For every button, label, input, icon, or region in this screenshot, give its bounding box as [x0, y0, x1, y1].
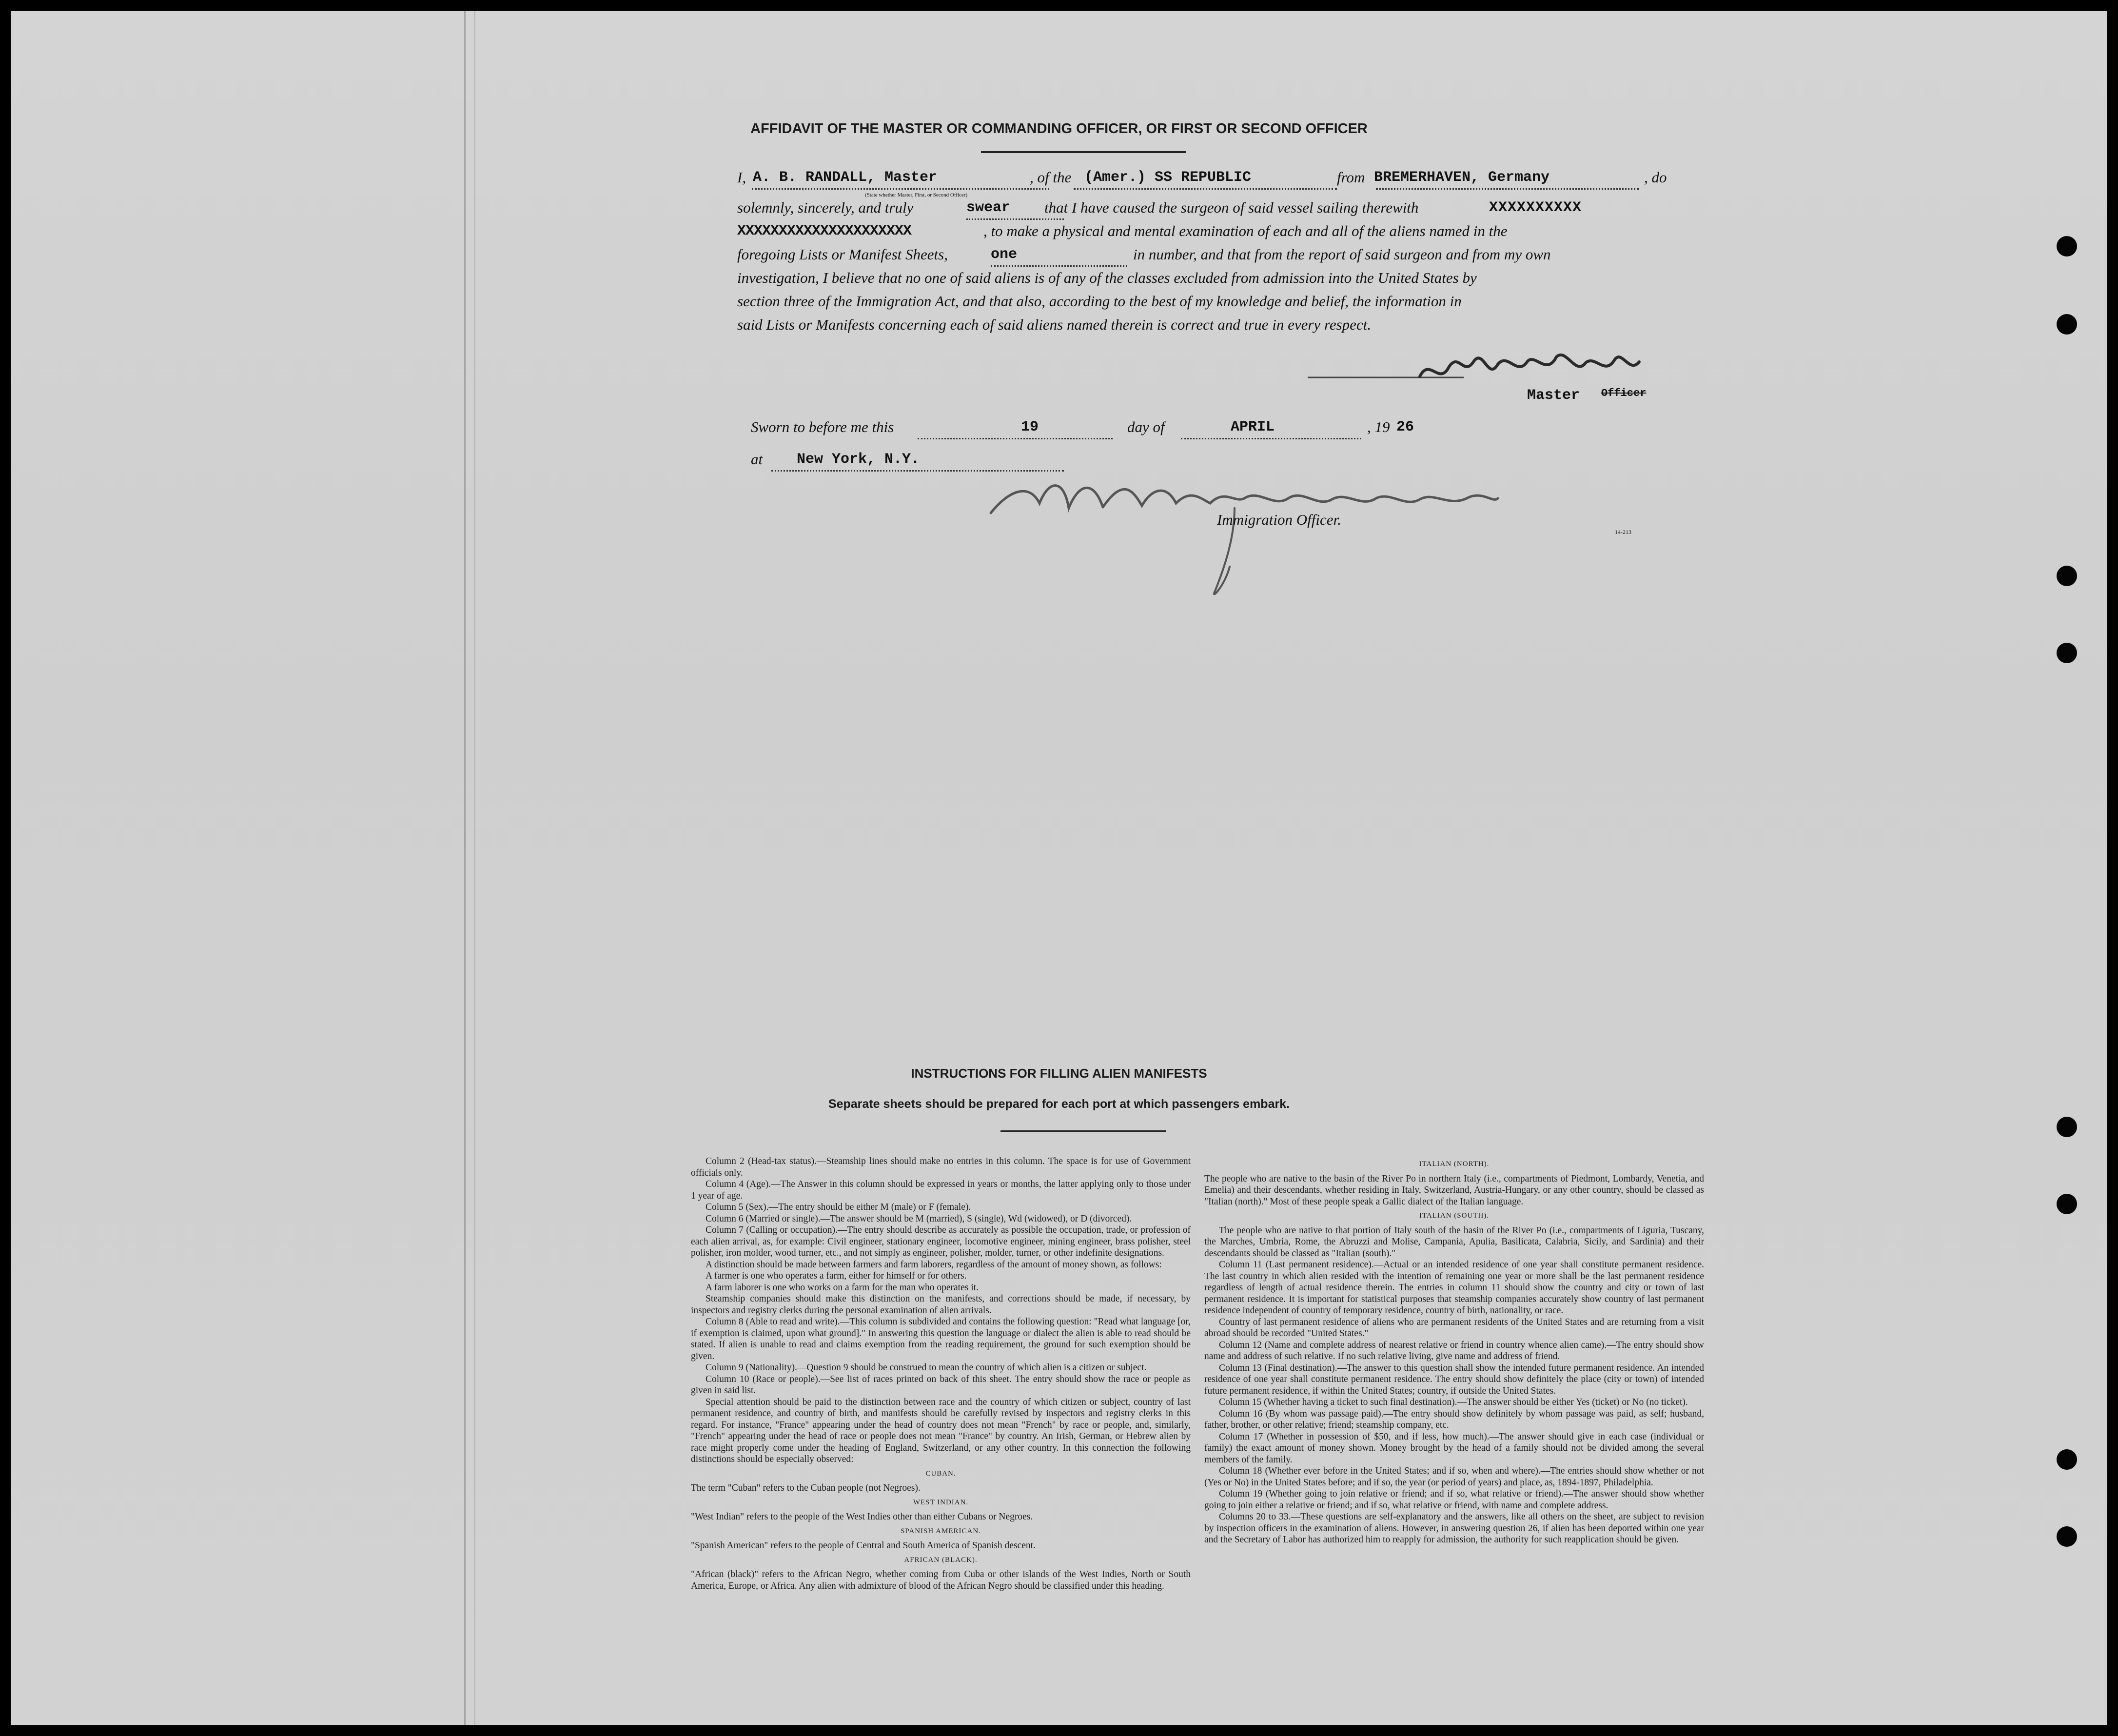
binder-hole: [2057, 236, 2077, 256]
instruction-paragraph: Columns 20 to 33.—These questions are self-explanatory and the answers, like all others on the sheet, are subject to revision by inspection officers in the examination of aliens. However, in answering question 26, if alien has been deported within one year and the Secretary of Labor has authorized him to reapply for admission, the authority for such reapplication should be given.: [1204, 1512, 1704, 1545]
affidavit-text: that I have caused the surgeon of said vessel sailing therewith: [1044, 199, 1419, 216]
affidavit-text: in number, and that from the report of said surgeon and from my own: [1133, 246, 1551, 263]
african-definition: "African (black)" refers to the African Negro, whether coming from Cuba or other islands of the West Indies, North or South America, Europe, or Africa. Any alien with admixture of blood of the African Negro should be classified under this heading.: [691, 1569, 1191, 1591]
binder-hole: [2057, 314, 2077, 335]
instruction-paragraph: Column 5 (Sex).—The entry should be either M (male) or F (female).: [706, 1202, 971, 1212]
affidavit-line-7: said Lists or Manifests concerning each of said aliens named therein is correct and true in every respect.: [737, 316, 1372, 333]
cuban-heading: CUBAN.: [925, 1469, 956, 1478]
instructions-right-column: [1204, 1156, 1704, 1546]
manifest-sheet: [11, 11, 2107, 1725]
oath-word: swear: [966, 199, 1011, 216]
binder-hole: [2057, 566, 2077, 586]
instruction-paragraph: Special attention should be paid to the distinction between race and the country of which citizen or subject, country of last permanent residence, and country of birth, and manifests should be carefully revised by inspectors and registry clerks in this regard. For instance, "France" appearing under the head of country does not mean "French" by race or people, and, similarly, "French" appearing under the head of race or people does not mean "France" by country. An Irish, German, or Hebrew alien by race might properly come under the heading of England, Switzerland, or any other country. In this connection the following distinctions should be especially observed:: [691, 1397, 1191, 1464]
affidavit-title: AFFIDAVIT OF THE MASTER OR COMMANDING OFFICER, OR FIRST OR SECOND OFFICER: [750, 121, 1368, 137]
place-line: [737, 448, 1668, 471]
instruction-paragraph: Column 19 (Whether going to join relative or friend; and if so, what relative or friend).—The answer should show whether going to join either a relative or friend; and if so, what relative or friend, with name and complete address.: [1204, 1489, 1704, 1511]
instruction-paragraph: Column 8 (Able to read and write).—This column is subdivided and contains the following question: "Read what language [or, if exemption is claimed, upon what ground]." In answering this question the language or dialect the alien is able to read should be stated. If alien is unable to read and claims exemption from the reading requirement, the ground for such exemption should be given.: [691, 1317, 1191, 1361]
binder-hole: [2057, 643, 2077, 663]
african-heading: AFRICAN (BLACK).: [904, 1556, 978, 1564]
affidavit-line-3: [737, 219, 1668, 243]
fill-line: [752, 188, 1049, 190]
instruction-paragraph: Column 4 (Age).—The Answer in this column should be expressed in years or months, the latter applying only to those under 1 year of age.: [691, 1179, 1191, 1201]
sworn-place: New York, N.Y.: [797, 451, 920, 468]
sworn-day: 19: [1021, 419, 1039, 435]
affidavit-text: Sworn to before me this: [751, 418, 894, 435]
affidavit-line-1: [737, 166, 1668, 189]
affidavit-text: from: [1337, 169, 1365, 186]
affidavit-text: , do: [1644, 169, 1667, 186]
binder-hole: [2057, 1194, 2077, 1214]
italian-north-heading: ITALIAN (NORTH).: [1419, 1160, 1490, 1168]
affidavit-line-6: section three of the Immigration Act, and that also, according to the best of my knowledge and belief, the information in: [737, 293, 1462, 310]
instruction-paragraph: Steamship companies should make this distinction on the manifests, and corrections should be made, if necessary, by inspectors and registry clerks during the personal examination of alien arrivals.: [691, 1294, 1191, 1316]
sworn-month: APRIL: [1231, 419, 1275, 435]
binder-hole: [2057, 1526, 2077, 1547]
affidavit-text: , to make a physical and mental examination of each and all of the aliens named in the: [983, 222, 1508, 239]
instructions-title: INSTRUCTIONS FOR FILLING ALIEN MANIFESTS: [911, 1066, 1207, 1081]
officer-label: Immigration Officer.: [1217, 511, 1341, 528]
italian-south-heading: ITALIAN (SOUTH).: [1419, 1212, 1490, 1220]
italian-north-definition: The people who are native to the basin of the River Po in northern Italy (i.e., compartments of Piedmont, Lombardy, Venetia, and Emelia) and their descendants, whether residing in Italy, Switzerland, Austria-Hungary, or any other country, should be classed as "Italian (north)." Most of these people speak a Gallic dialect of the Italian language.: [1204, 1173, 1704, 1207]
west-indian-heading: WEST INDIAN.: [913, 1498, 969, 1506]
instruction-paragraph: A farm laborer is one who works on a farm for the man who operates it.: [706, 1282, 979, 1293]
instruction-paragraph: Column 15 (Whether having a ticket to such final destination).—The answer should be either Yes (ticket) or No (no ticket).: [1219, 1397, 1688, 1407]
instruction-paragraph: A distinction should be made between farmers and farm laborers, regardless of the amount of money shown, as follows:: [706, 1259, 1162, 1270]
port-of-departure: BREMERHAVEN, Germany: [1374, 169, 1550, 186]
instruction-paragraph: Column 10 (Race or people).—See list of races printed on back of this sheet. The entry should show the race or people as given in said list.: [691, 1374, 1191, 1396]
instruction-paragraph: Column 13 (Final destination).—The answer to this question shall show the intended future permanent residence. An intended residence of one year shall constitute permanent residence. The entry should show definitely the place (city or town) of intended future permanent residence, if within the United States; country, if outside the United States.: [1204, 1362, 1704, 1396]
affidavit-text: solemnly, sincerely, and truly: [737, 199, 914, 216]
affidavit-text: , of the: [1030, 169, 1072, 186]
instructions-rule: [1000, 1130, 1166, 1132]
fill-line: [1074, 188, 1337, 190]
instruction-paragraph: Column 9 (Nationality).—Question 9 should be construed to mean the country of which alien is a citizen or subject.: [706, 1362, 1147, 1373]
fold-line: [474, 11, 475, 1725]
instruction-paragraph: A farmer is one who operates a farm, either for himself or for others.: [706, 1271, 967, 1281]
instruction-paragraph: The people who are native to that portion of Italy south of the basin of the River Po (i.e., compartments of Liguria, Tuscany, the Marches, Umbria, Rome, the Abruzzi and Molise, Campania, Apulia, Basilicata, Calabria, Sicily, and Sardinia) and their descendants should be classed as "Italian (south).": [1204, 1225, 1704, 1259]
fill-line: [1376, 188, 1639, 190]
sheet-count: one: [991, 246, 1018, 263]
left-paragraphs: [691, 1156, 1191, 1465]
instruction-paragraph: Column 12 (Name and complete address of nearest relative or friend in country whence alien came).—The entry should show name and address of such relative. If no such relative living, give name and address of friend.: [1204, 1340, 1704, 1361]
title-rule: [981, 151, 1186, 153]
instruction-paragraph: Column 2 (Head-tax status).—Steamship lines should make no entries in this column. The space is for use of Government officials only.: [691, 1156, 1191, 1178]
master-name: A. B. RANDALL, Master: [753, 169, 938, 186]
fold-line: [464, 11, 466, 1725]
sworn-line: [737, 415, 1668, 439]
instruction-paragraph: Country of last permanent residence of aliens who are permanent residents of the United States and are returning from a visit abroad should be recorded "United States.": [1204, 1317, 1704, 1339]
affidavit-line-5: investigation, I believe that no one of said aliens is of any of the classes excluded from admission into the United States by: [737, 269, 1477, 286]
vessel-name: (Amer.) SS REPUBLIC: [1084, 169, 1252, 186]
form-number: 14-213: [1615, 529, 1631, 535]
spanish-american-heading: SPANISH AMERICAN.: [901, 1527, 981, 1535]
affidavit-text: I,: [737, 169, 746, 186]
right-paragraphs: [1204, 1225, 1704, 1546]
struck-out-text: XXXXXXXXXXXXXXXXXXXXX: [737, 223, 912, 239]
fill-line: [1181, 438, 1361, 439]
affidavit-text: , 19: [1367, 418, 1390, 435]
officer-signature: [981, 469, 1503, 606]
cuban-definition: The term "Cuban" refers to the Cuban people (not Negroes).: [691, 1483, 921, 1493]
instructions-subtitle: Separate sheets should be prepared for each port at which passengers embark.: [828, 1097, 1290, 1111]
instruction-paragraph: Column 17 (Whether in possession of $50, and if less, how much).—The answer should give in each case (individual or family) the exact amount of money shown. Money brought by the head of a family should not be divided among the several members of the family.: [1204, 1431, 1704, 1465]
fill-line: [918, 438, 1113, 439]
binder-hole: [2057, 1449, 2077, 1470]
instruction-paragraph: Column 16 (By whom was passage paid).—The entry should show definitely by whom passage was paid, as self; husband, father, brother, or other relative; friend; steamship company, etc.: [1204, 1408, 1704, 1430]
instruction-paragraph: Column 18 (Whether ever before in the United States; and if so, when and where).—The entries should show whether or not (Yes or No) in the United States before; and if so, the year (or period of years) and place, as, 1894-1897, Philadelphia.: [1204, 1466, 1704, 1488]
affidavit-text: foregoing Lists or Manifest Sheets,: [737, 246, 948, 263]
signatory-title: Master: [1527, 387, 1580, 404]
officer-rank-note: (State whether Master, First, or Second Officer): [865, 192, 968, 198]
binder-hole: [2057, 1117, 2077, 1137]
sworn-year: 26: [1396, 419, 1414, 435]
instruction-paragraph: Column 11 (Last permanent residence).—Actual or an intended residence of one year shall constitute permanent residence. The last country in which alien resided with the intention of remaining one year or more shall be the last permanent residence regardless of length of actual residence therein. The entries in column 11 should show the country and city or town of last permanent residence. It is important for statistical purposes that steamship companies accurately show country of last permanent residence independent of country of temporary residence, country of birth, nationality, or race.: [1204, 1260, 1704, 1316]
affidavit-text: at: [751, 451, 763, 468]
west-indian-definition: "West Indian" refers to the people of the West Indies other than either Cubans or Negroes.: [691, 1512, 1033, 1522]
struck-out-text: Officer: [1601, 387, 1647, 399]
affidavit-line-2: [737, 196, 1668, 219]
instructions-left-column: [691, 1156, 1191, 1592]
instruction-paragraph: Column 7 (Calling or occupation).—The entry should describe as accurately as possible the occupation, trade, or profession of each alien arrival, as, for example: Civil engineer, stationary engineer, locomotive engineer, mining engineer, brass polisher, steel polisher, iron molder, wood turner, etc., and not simply as engineer, polisher, molder, turner, or other indefinite designations.: [691, 1225, 1191, 1258]
spanish-american-definition: "Spanish American" refers to the people of Central and South America of Spanish descent.: [691, 1540, 1036, 1551]
affidavit-text: day of: [1127, 418, 1165, 435]
struck-out-text: XXXXXXXXXX: [1489, 199, 1582, 216]
affidavit-line-4: [737, 243, 1668, 266]
instruction-paragraph: Column 6 (Married or single).—The answer should be M (married), S (single), Wd (widowed), or D (divorced).: [706, 1213, 1132, 1224]
